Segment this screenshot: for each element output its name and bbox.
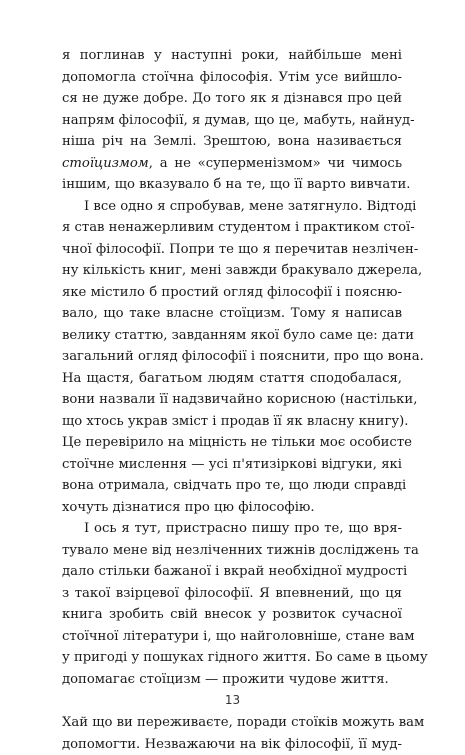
text-line: тувало мене від незліченних тижнів досліджень та	[62, 540, 402, 562]
text-line: чної філософії. Попри те що я перечитав незлічен-	[62, 239, 402, 261]
text-line: іншим, що вказувало б на те, що її варто вивчати.	[62, 174, 402, 196]
text-line: хочуть дізнатися про цю філософію.	[62, 497, 402, 519]
paragraph-2	[62, 196, 402, 519]
text-line: допомогти. Незважаючи на вік філософії, її муд-	[62, 734, 402, 755]
text-line: Хай що ви переживаєте, поради стоїків можуть вам	[62, 712, 402, 734]
text-line: що хтось украв зміст і продав її як власну книгу).	[62, 411, 402, 433]
text-line: І ось я тут, пристрасно пишу про те, що вря-	[62, 518, 402, 540]
text-line: напрям філософії, я думав, що це, мабуть, найнуд-	[62, 110, 402, 132]
text-line: Це перевірило на міцність не тільки моє особисте	[62, 432, 402, 454]
text-line: книга зробить свій внесок у розвиток сучасної	[62, 604, 402, 626]
text-line: ся не дуже добре. До того як я дізнався про цей	[62, 88, 402, 110]
text-line: допомогла стоїчна філософія. Утім усе вийшло-	[62, 67, 402, 89]
body-text	[62, 45, 402, 755]
paragraph-4	[62, 712, 402, 755]
text-line: загальний огляд філософії і пояснити, про що вона.	[62, 346, 402, 368]
text-line: ну кількість книг, мені завжди бракувало джерела,	[62, 260, 402, 282]
text-line: дало стільки бажаної і вкрай необхідної мудрості	[62, 561, 402, 583]
text-line: велику статтю, завданням якої було саме це: дати	[62, 325, 402, 347]
text-line: вони назвали її надзвичайно корисною (настільки,	[62, 389, 402, 411]
text-line: вона отримала, свідчать про те, що люди справді	[62, 475, 402, 497]
text-line: стоїчне мислення — усі п'ятизіркові відгуки, які	[62, 454, 402, 476]
text-line: стоїчної літератури і, що найголовніше, стане вам	[62, 626, 402, 648]
text-line: вало, що таке власне стоїцизм. Тому я написав	[62, 303, 402, 325]
text-line: ніша річ на Землі. Зрештою, вона називається	[62, 131, 402, 153]
paragraph-3	[62, 518, 402, 690]
text-line: у пригоді у пошуках гідного життя. Бо саме в цьому	[62, 647, 402, 669]
page-number: 13	[0, 693, 465, 707]
emphasized-word: стоїцизмом	[62, 156, 149, 171]
text-line: допомагає стоїцизм — прожити чудове життя.	[62, 669, 402, 691]
text-line: я став ненажерливим студентом і практиком стої-	[62, 217, 402, 239]
text-line: На щастя, багатьом людям стаття сподобалася,	[62, 368, 402, 390]
text-line: я поглинав у наступні роки, найбільше мені	[62, 45, 402, 67]
text-line: І все одно я спробував, мене затягнуло. Відтоді	[62, 196, 402, 218]
text-line: з такої взірцевої філософії. Я впевнений, що ця	[62, 583, 402, 605]
text-line: стоїцизмом, а не «суперменізмом» чи чимось	[62, 153, 402, 175]
text-line: яке містило б простий огляд філософії і поясню-	[62, 282, 402, 304]
paragraph-1	[62, 45, 402, 196]
